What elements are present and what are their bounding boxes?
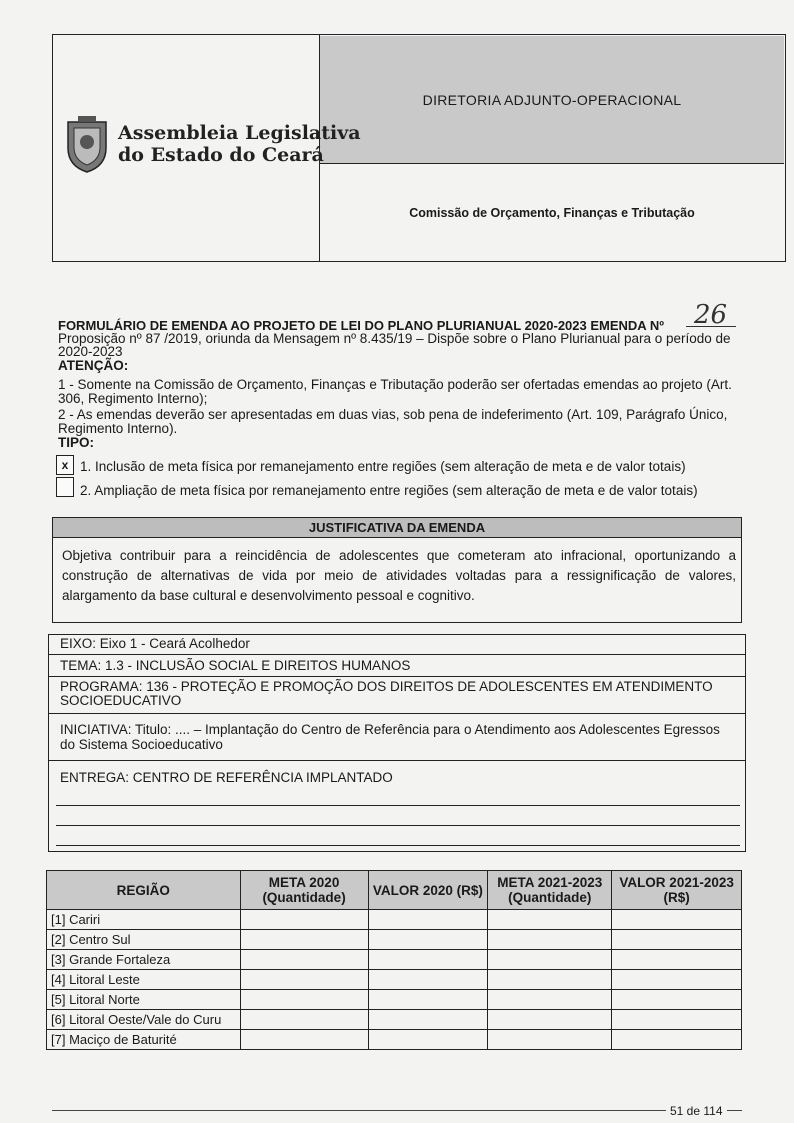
institution-name [118,122,361,166]
type-option-2-checkbox[interactable] [56,477,74,497]
input-cell[interactable] [612,970,742,990]
region-cell: [6] Litoral Oeste/Vale do Curu [47,1010,241,1030]
input-cell[interactable] [240,910,368,930]
table-row [47,970,742,990]
column-header-meta-2020: META 2020 (Quantidade) [240,871,368,910]
eixo-text: EIXO: Eixo 1 - Ceará Acolhedor [60,636,250,651]
table-row [47,910,742,930]
iniciativa-line-1: INICIATIVA: Titulo: .... – Implantação do Centro de Referência para o Atendimento aos Adolescentes Egressos [60,722,720,737]
input-cell[interactable] [368,950,488,970]
footer-divider [52,1110,742,1111]
input-cell[interactable] [368,1010,488,1030]
input-cell[interactable] [488,990,612,1010]
column-header-valor-2021-2023: VALOR 2021-2023 (R$) [612,871,742,910]
justification-text: Objetiva contribuir para a reincidência de adolescentes que cometeram ato infracional, oportunizando a construção de alternativas de vida por meio de atividades voltadas para a ressignificação de valores, alargamento da base cultural e desenvolvimento pessoal e cognitivo. [62,548,736,603]
divider [48,713,746,714]
type-option-1-label: 1. Inclusão de meta física por remanejamento entre regiões (sem alteração de meta e de valor totais) [80,459,686,474]
input-cell[interactable] [612,1010,742,1030]
region-cell: [7] Maciço de Baturité [47,1030,241,1050]
region-cell: [5] Litoral Norte [47,990,241,1010]
amendment-number-underline [686,326,736,327]
region-cell: [4] Litoral Leste [47,970,241,990]
input-cell[interactable] [488,1030,612,1050]
region-cell: [3] Grande Fortaleza [47,950,241,970]
column-header-valor-2020: VALOR 2020 (R$) [368,871,488,910]
divider [48,760,746,761]
table-row [47,990,742,1010]
table-row [47,1010,742,1030]
region-cell: [1] Cariri [47,910,241,930]
blank-line [56,825,740,826]
input-cell[interactable] [368,910,488,930]
commission-title: Comissão de Orçamento, Finanças e Tributação [409,206,695,220]
entrega-text: ENTREGA: CENTRO DE REFERÊNCIA IMPLANTADO [60,770,393,785]
iniciativa-line-2: do Sistema Socioeducativo [60,737,223,752]
divider [48,654,746,655]
column-header-meta-2021-2023: META 2021-2023 (Quantidade) [488,871,612,910]
type-option-1-checkbox[interactable]: x [56,455,74,475]
input-cell[interactable] [612,950,742,970]
input-cell[interactable] [240,950,368,970]
input-cell[interactable] [488,910,612,930]
amendment-number: 26 [694,300,728,330]
attention-label: ATENÇÃO: [58,358,129,373]
justification-header: JUSTIFICATIVA DA EMENDA [53,518,741,538]
input-cell[interactable] [240,1030,368,1050]
input-cell[interactable] [368,1030,488,1050]
input-cell[interactable] [240,970,368,990]
page-number: 51 de 114 [666,1104,727,1118]
attention-item-1-line-1: 1 - Somente na Comissão de Orçamento, Finanças e Tributação poderão ser ofertadas emendas ao projeto (Art. [58,377,732,392]
attention-item-1-line-2: 306, Regimento Interno); [58,391,208,406]
table-header-row [47,871,742,910]
type-label: TIPO: [58,435,94,450]
column-header-region: REGIÃO [47,871,241,910]
divider [48,676,746,677]
input-cell[interactable] [612,930,742,950]
input-cell[interactable] [240,930,368,950]
input-cell[interactable] [488,950,612,970]
attention-item-2-line-1: 2 - As emendas deverão ser apresentadas em duas vias, sob pena de indeferimento (Art. 109, Parágrafo Único, [58,407,728,422]
proposition-line-1: Proposição nº 87 /2019, oriunda da Mensagem nº 8.435/19 – Dispõe sobre o Plano Plurianual para o período de [58,331,731,346]
blank-line [56,845,740,846]
table-row [47,930,742,950]
institution-line-2: do Estado do Ceará [118,144,324,166]
input-cell[interactable] [488,970,612,990]
input-cell[interactable] [240,990,368,1010]
table-row [47,1030,742,1050]
table-row [47,950,742,970]
tema-text: TEMA: 1.3 - INCLUSÃO SOCIAL E DIREITOS HUMANOS [60,658,411,673]
region-cell: [2] Centro Sul [47,930,241,950]
input-cell[interactable] [368,990,488,1010]
programa-line-1: PROGRAMA: 136 - PROTEÇÃO E PROMOÇÃO DOS DIREITOS DE ADOLESCENTES EM ATENDIMENTO [60,679,713,694]
input-cell[interactable] [488,930,612,950]
input-cell[interactable] [368,970,488,990]
institution-line-1: Assembleia Legislativa [118,122,361,144]
attention-item-2-line-2: Regimento Interno). [58,421,178,436]
input-cell[interactable] [368,930,488,950]
regions-table [46,870,742,1050]
state-seal-icon [64,114,110,174]
input-cell[interactable] [612,1030,742,1050]
blank-line [56,805,740,806]
programa-line-2: SOCIOEDUCATIVO [60,693,182,708]
input-cell[interactable] [612,910,742,930]
input-cell[interactable] [240,1010,368,1030]
directorate-title: DIRETORIA ADJUNTO-OPERACIONAL [422,92,682,108]
input-cell[interactable] [488,1010,612,1030]
proposition-line-2: 2020-2023 [58,344,123,359]
type-option-2-label: 2. Ampliação de meta física por remanejamento entre regiões (sem alteração de meta e de valor totais) [80,483,698,498]
form-title: FORMULÁRIO DE EMENDA AO PROJETO DE LEI DO PLANO PLURIANUAL 2020-2023 EMENDA Nº [58,318,664,333]
input-cell[interactable] [612,990,742,1010]
